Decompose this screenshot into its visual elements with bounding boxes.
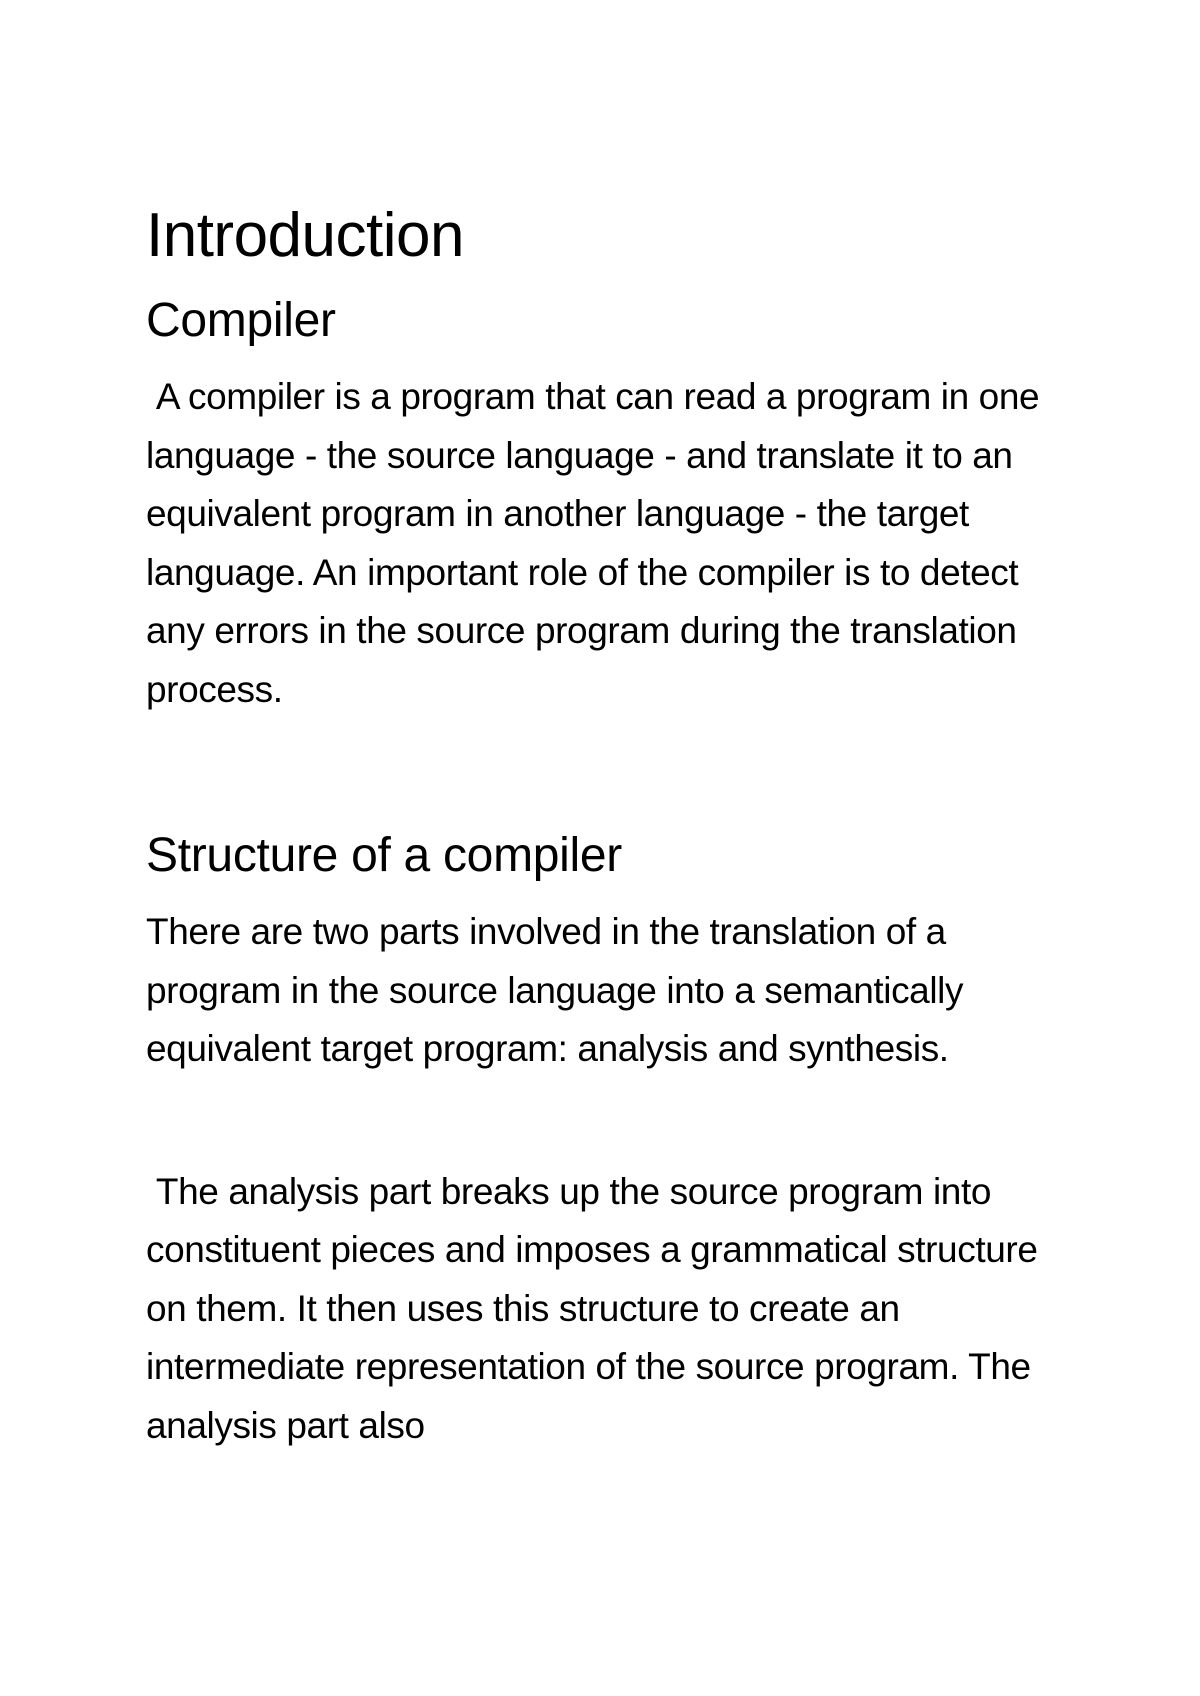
spacer — [146, 1079, 1076, 1163]
document-content — [146, 198, 1076, 1455]
paragraph-compiler-definition: A compiler is a program that can read a program in one language - the source language - and translate it to an equivalent program in another language - the target language. An important role of the compiler is to detect any errors in the source program during the translation process. — [146, 376, 1050, 710]
section-heading-compiler: Compiler — [146, 294, 336, 347]
paragraph-analysis-part: The analysis part breaks up the source program into constituent pieces and imposes a grammatical structure on them. It then uses this structure to create an intermediate representation of the source program. The analysis part also — [146, 1170, 1048, 1446]
spacer — [146, 719, 1076, 827]
paragraph-two-parts: There are two parts involved in the translation of a program in the source language into a semantically equivalent target program: analysis and synthesis. — [146, 911, 973, 1069]
page-title: Introduction — [146, 201, 464, 270]
section-heading-structure: Structure of a compiler — [146, 829, 622, 882]
